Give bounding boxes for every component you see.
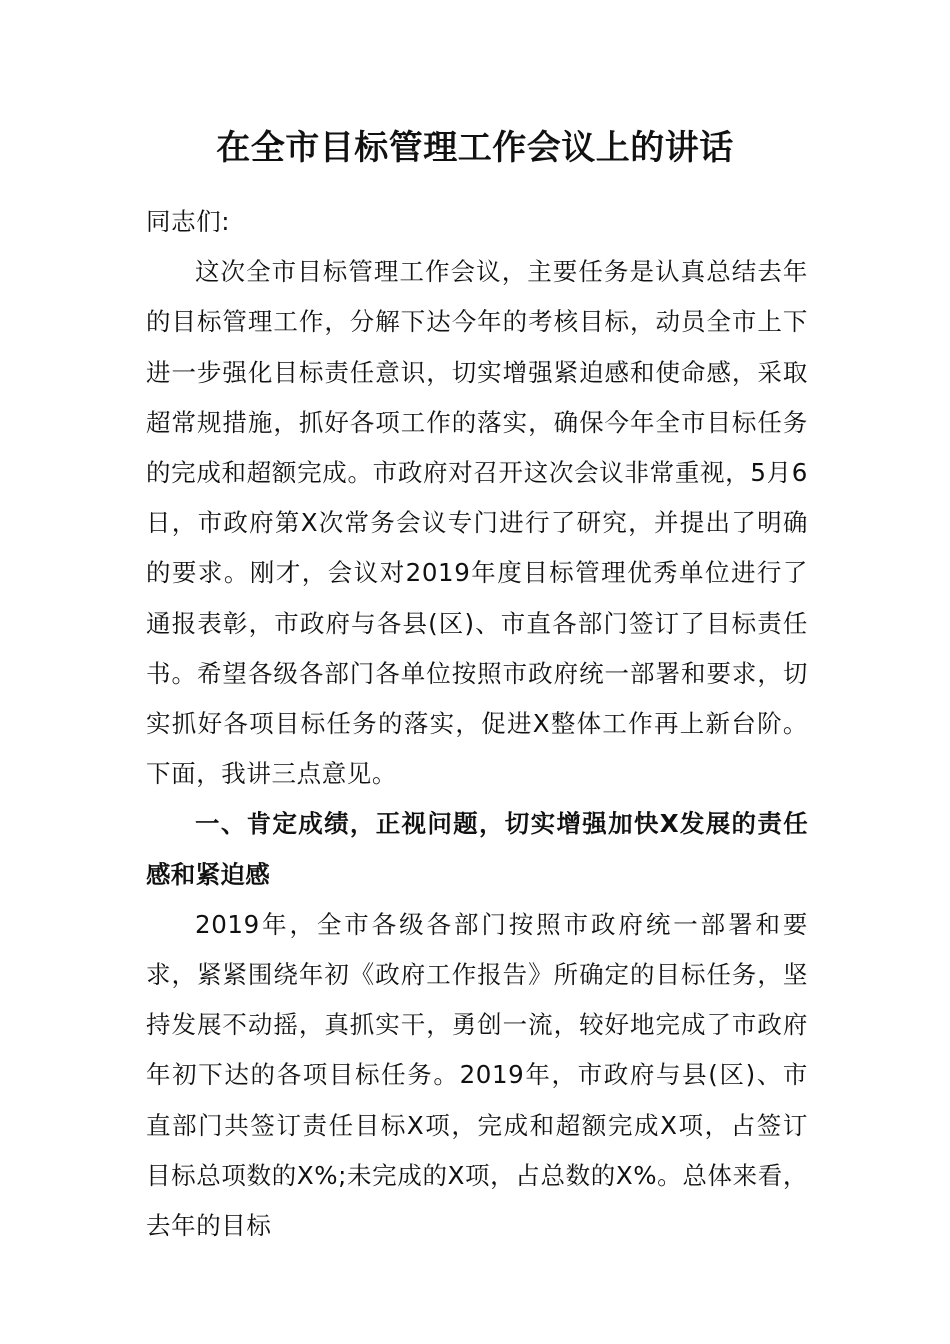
section-paragraph: 2019年，全市各级各部门按照市政府统一部署和要求，紧紧围绕年初《政府工作报告》所确定的目标任务，坚持发展不动摇，真抓实干，勇创一流，较好地完成了市政府年初下达的各项目标任务。2019年，市政府与县(区)、市直部门共签订责任目标X项，完成和超额完成X项，占签订目标总项数的X%;未完成的X项，占总数的X%。总体来看，去年的目标 <box>146 909 808 1241</box>
document-body <box>146 197 808 1251</box>
document-title: 在全市目标管理工作会议上的讲话 <box>216 128 734 168</box>
salutation: 同志们: <box>146 207 231 236</box>
opening-paragraph: 这次全市目标管理工作会议，主要任务是认真总结去年的目标管理工作，分解下达今年的考核目标，动员全市上下进一步强化目标责任意识，切实增强紧迫感和使命感，采取超常规措施，抓好各项工作的落实，确保今年全市目标任务的完成和超额完成。市政府对召开这次会议非常重视，5月6日，市政府第X次常务会议专门进行了研究，并提出了明确的要求。刚才，会议对2019年度目标管理优秀单位进行了通报表彰，市政府与各县(区)、市直各部门签订了目标责任书。希望各级各部门各单位按照市政府统一部署和要求，切实抓好各项目标任务的落实，促进X整体工作再上新台阶。下面，我讲三点意见。 <box>146 257 808 789</box>
section-heading: 一、肯定成绩，正视问题，切实增强加快X发展的责任感和紧迫感 <box>146 809 808 889</box>
